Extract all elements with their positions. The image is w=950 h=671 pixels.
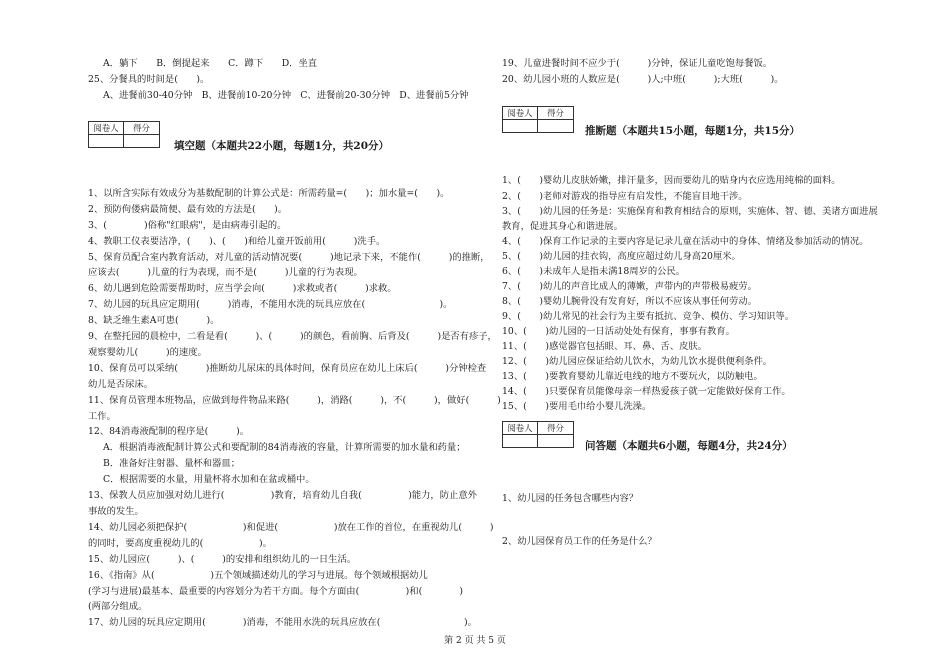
score-box-divider (537, 434, 538, 447)
question-line: 10、保育员可以采纳( )推断幼儿尿床的具体时间，保育员应在幼儿上床后( )分钟检查 (88, 363, 487, 374)
option-line: A．躺下 B．倒提起来 C．蹲下 D．坐直 (103, 58, 318, 69)
option-line: A．根据消毒液配制计算公式和要配制的84消毒液的容量，计算所需要的加水量和药量； (103, 442, 466, 453)
section-title-fill: 填空题（本题共22小题，每题1分，共20分） (174, 140, 390, 152)
judgment-line: 3、( )幼儿园的任务是：实施保育和教育相结合的原则，实施体、智、德、美诸方面进展 (502, 206, 878, 217)
judgment-line: 10、( )幼儿园的一日活动处处有保育，事事有教育。 (502, 326, 735, 337)
score-box-divider (123, 134, 124, 147)
question-25: 25、分餐具的时间是( )。 (88, 74, 210, 85)
question-line: 8、缺乏维生素A可患( )。 (88, 315, 220, 326)
question-line: 4、教职工仪表要洁净，( )、( )和给儿童开饭前用( )洗手。 (88, 236, 386, 247)
judgment-line: 4、( )保育工作记录的主要内容是记录儿童在活动中的身体、情绪及参加活动的情况。 (502, 236, 869, 247)
score-box-score-label: 得分 (538, 107, 573, 120)
qa-question: 1、幼儿园的任务包含哪些内容？ (502, 493, 639, 504)
judgment-line: 14、( )只要保育员能像母亲一样热爱孩子就一定能做好保育工作。 (502, 386, 791, 397)
judgment-line: 2、( )老师对游戏的指导应有启发性，不能盲目地干涉。 (502, 191, 748, 202)
question-line: 的同时，要高度重视幼儿的( )。 (88, 538, 272, 549)
score-box-judge (502, 106, 574, 133)
question-20: 20、幼儿园小班的人数应是( )人;中班( );大班( )。 (502, 74, 784, 85)
question-line: 15、幼儿园应( )、( )的安排和组织幼儿的一日生活。 (88, 554, 357, 565)
question-line: 2、预防佝偻病最简便、最有效的方法是( )。 (88, 204, 288, 215)
question-line: 5、保育员配合室内教育活动，对儿童的活动情况要( )地记录下来，不能作( )的推断， (88, 252, 490, 263)
score-box-score-label: 得分 (124, 122, 159, 135)
question-line: 幼儿是否尿床。 (88, 379, 154, 390)
section-title-qa: 问答题（本题共6小题，每题4分，共24分） (585, 440, 793, 452)
judgment-line: 8、( )婴幼儿腕骨没有发育好，所以不应该从事任何劳动。 (502, 296, 757, 307)
question-line: 应该去( )儿童的行为表现，而不是( )儿童的行为表现。 (88, 267, 363, 278)
judgment-line: 1、( )婴幼儿皮肤娇嫩，排汗量多，因而要幼儿的贴身内衣应选用纯棉的面料。 (502, 175, 841, 186)
question-line: 观察婴幼儿( )的速度。 (88, 347, 207, 358)
question-line: 7、幼儿园的玩具应定期用( )消毒，不能用水洗的玩具应放在( )。 (88, 299, 453, 310)
option-line: C．根据需要的水量，用量杯将水加和在盆或桶中。 (103, 474, 315, 485)
question-line: 13、保教人员应加强对幼儿进行( )教育，培育幼儿自我( )能力，防止意外 (88, 490, 477, 501)
judgment-line: 5、( )幼儿园的挂衣钩，高度应超过幼儿身高20厘米。 (502, 251, 741, 262)
qa-question: 2、幼儿园保育员工作的任务是什么？ (502, 536, 657, 547)
question-line: 17、幼儿园的玩具应定期用( )消毒，不能用水洗的玩具应放在( )。 (88, 617, 477, 628)
option-line: B．准备好注射器、量杯和器皿； (103, 458, 240, 469)
question-line: (学习与进展)最基本、最重要的内容划分为若干方面。每个方面由( )和( ) (88, 586, 464, 597)
judgment-line: 教育，促进其身心和谐进展。 (502, 221, 623, 232)
score-box-qa (502, 421, 574, 448)
score-box-grader-label: 阅卷人 (503, 422, 538, 435)
question-line: 6、幼儿遇到危险需要帮助时，应当学会向( )求救或者( )求救。 (88, 283, 397, 294)
judgment-line: 15、( )要用毛巾给小婴儿洗澡。 (502, 401, 652, 412)
question-line: 14、幼儿园必须把保护( )和促进( )放在工作的首位，在重视幼儿( ) (88, 522, 494, 533)
section-title-judge: 推断题（本题共15小题，每题1分，共15分） (585, 125, 801, 137)
judgment-line: 7、( )幼儿的声音比成人的薄嫩，声带内的声带极易疲劳。 (502, 281, 757, 292)
score-box-score-label: 得分 (538, 422, 573, 435)
question-19: 19、儿童进餐时间不应少于( )分钟，保证儿童吃饱每餐饭。 (502, 58, 773, 69)
question-line: 12、84消毒液配制的程序是( )。 (88, 426, 250, 437)
score-box-fill (88, 121, 160, 148)
question-line: 工作。 (88, 411, 116, 422)
question-line: 3、( )俗称"红眼病"，是由病毒引起的。 (88, 220, 287, 231)
question-line: 11、保育员管理本班物品，应做到每件物品来路( )，消路( )，不( )，做好( ) (88, 395, 501, 406)
judgment-line: 13、( )要教育婴幼儿靠近电线的地方不要玩火，以防触电。 (502, 371, 763, 382)
judgment-line: 9、( )幼儿常见的社会行为主要有抵抗、竞争、模仿、学习知识等。 (502, 311, 795, 322)
score-box-divider (537, 119, 538, 132)
question-line: 16、《指南》从( )五个领域描述幼儿的学习与进展。每个领域根据幼儿 (88, 570, 428, 581)
judgment-line: 6、( )未成年人是指未满18周岁的公民。 (502, 266, 686, 277)
option-line: A、进餐前30-40分钟 B、进餐前10-20分钟 C、进餐前20-30分钟 D、进餐前5分钟 (103, 90, 469, 101)
judgment-line: 11、( )感觉器官包括眼、耳、鼻、舌、皮肤。 (502, 341, 708, 352)
question-line: 事故的发生。 (88, 506, 144, 517)
page-footer: 第 2 页 共 5 页 (444, 636, 506, 646)
question-line: 9、在整托园的晨检中，二看是看( )、( )的颜色，看前胸、后背及( )是否有疹子， (88, 331, 497, 342)
score-box-grader-label: 阅卷人 (503, 107, 538, 120)
judgment-line: 12、( )幼儿园应保证给幼儿饮水，为幼儿饮水提供便利条件。 (502, 356, 773, 367)
question-line: 1、以所含实际有效成分为基数配制的计算公式是：所需药量=( )；加水量=( )。 (88, 188, 450, 199)
score-box-grader-label: 阅卷人 (89, 122, 124, 135)
question-line: (两部分组成。 (88, 601, 148, 612)
